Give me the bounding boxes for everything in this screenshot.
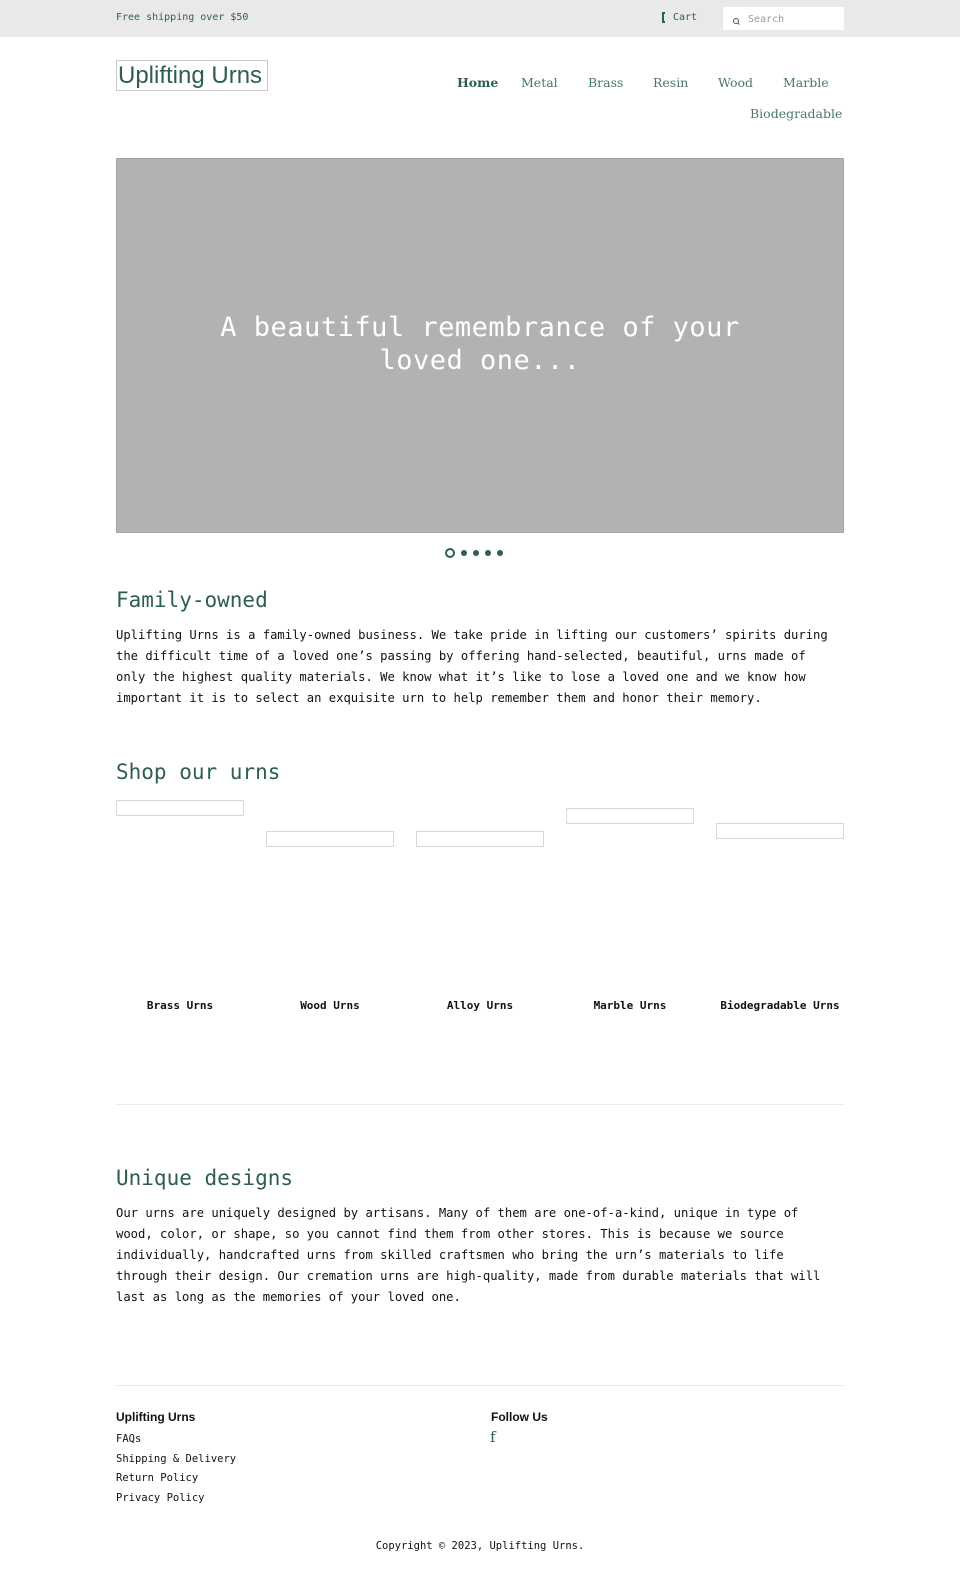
follow-us-heading: Follow Us	[491, 1410, 548, 1424]
product-card-biodegradable[interactable]	[716, 823, 844, 839]
slide-dot-3[interactable]	[473, 550, 479, 556]
product-image[interactable]	[566, 808, 694, 824]
unique-designs-line: through their design. Our cremation urns are high-quality, made from durable materials that will	[116, 1269, 821, 1283]
product-label-marble[interactable]: Marble Urns	[593, 999, 667, 1012]
shop-heading: Shop our urns	[116, 760, 281, 784]
footer-brand-heading: Uplifting Urns	[116, 1410, 196, 1424]
family-owned-text	[116, 625, 848, 709]
free-shipping-text: Free shipping over $50	[116, 12, 249, 23]
nav-item-metal[interactable]: Metal	[521, 75, 558, 90]
product-image[interactable]	[416, 831, 544, 847]
nav-item-marble[interactable]: Marble	[783, 75, 829, 90]
hero-caption-line-1: A beautiful remembrance of your	[220, 312, 740, 343]
slide-dot-2[interactable]	[461, 550, 467, 556]
site-logo[interactable]: Uplifting Urns	[116, 60, 268, 91]
product-label-biodegradable[interactable]: Biodegradable Urns	[720, 999, 840, 1012]
nav-item-brass[interactable]: Brass	[588, 75, 624, 90]
search-input[interactable]	[746, 10, 842, 28]
nav-item-biodegradable[interactable]: Biodegradable	[750, 106, 843, 121]
footer-divider	[116, 1385, 844, 1386]
search-icon[interactable]	[733, 18, 739, 24]
family-owned-line: Uplifting Urns is a family-owned business. We take pride in lifting our customers’ spirits during	[116, 628, 828, 642]
family-owned-line: important it is to select an exquisite urn to help remember them and honor their memory.	[116, 691, 762, 705]
hero-caption-line-2: loved one...	[379, 345, 581, 376]
product-image[interactable]	[716, 823, 844, 839]
family-owned-heading: Family-owned	[116, 588, 268, 612]
hero-slideshow[interactable]	[116, 158, 844, 533]
product-card-brass[interactable]	[116, 800, 244, 816]
unique-designs-line: individually, handcrafted urns from skilled craftsmen who bring the urn’s materials to life	[116, 1248, 784, 1262]
copyright-text: Copyright © 2023, Uplifting Urns.	[375, 1540, 585, 1552]
nav-item-wood[interactable]: Wood	[718, 75, 754, 90]
slide-dot-4[interactable]	[485, 550, 491, 556]
nav-item-resin[interactable]: Resin	[653, 75, 689, 90]
product-card-marble[interactable]	[566, 808, 694, 824]
product-card-alloy[interactable]	[416, 831, 544, 847]
unique-designs-line: last as long as the memories of your loved one.	[116, 1290, 461, 1304]
announcement-bar	[0, 0, 960, 37]
family-owned-line: only the highest quality materials. We know what it’s like to lose a loved one and we know how	[116, 670, 806, 684]
unique-designs-heading: Unique designs	[116, 1166, 294, 1190]
slideshow-dots	[445, 548, 503, 558]
slide-dot-5[interactable]	[497, 550, 503, 556]
cart-icon	[662, 12, 665, 23]
unique-designs-line: wood, color, or shape, so you cannot find them from other stores. This is because we source	[116, 1227, 784, 1241]
product-image[interactable]	[116, 800, 244, 816]
cart-link[interactable]	[662, 12, 697, 23]
search-box	[723, 7, 844, 30]
product-image[interactable]	[266, 831, 394, 847]
product-card-wood[interactable]	[266, 831, 394, 847]
footer-link-privacy-policy[interactable]: Privacy Policy	[116, 1491, 205, 1504]
cart-label: Cart	[673, 12, 698, 23]
unique-designs-text	[116, 1203, 848, 1308]
nav-item-home[interactable]: Home	[457, 75, 499, 90]
footer-link-shipping[interactable]: Shipping & Delivery	[116, 1452, 237, 1465]
footer-link-return-policy[interactable]: Return Policy	[116, 1472, 199, 1484]
footer-link-faqs[interactable]: FAQs	[116, 1433, 142, 1445]
section-divider	[116, 1104, 844, 1105]
facebook-icon[interactable]: f	[490, 1428, 496, 1446]
family-owned-line: the difficult time of a loved one’s passing by offering hand-selected, beautiful, urns made of	[116, 649, 806, 663]
hero-caption	[117, 311, 843, 377]
product-label-brass[interactable]: Brass Urns	[146, 999, 214, 1012]
slide-dot-1[interactable]	[445, 548, 455, 558]
footer-links	[116, 1430, 236, 1508]
unique-designs-line: Our urns are uniquely designed by artisans. Many of them are one-of-a-kind, unique in type of	[116, 1206, 799, 1220]
product-label-wood[interactable]: Wood Urns	[300, 999, 360, 1012]
product-label-alloy[interactable]: Alloy Urns	[446, 999, 514, 1012]
